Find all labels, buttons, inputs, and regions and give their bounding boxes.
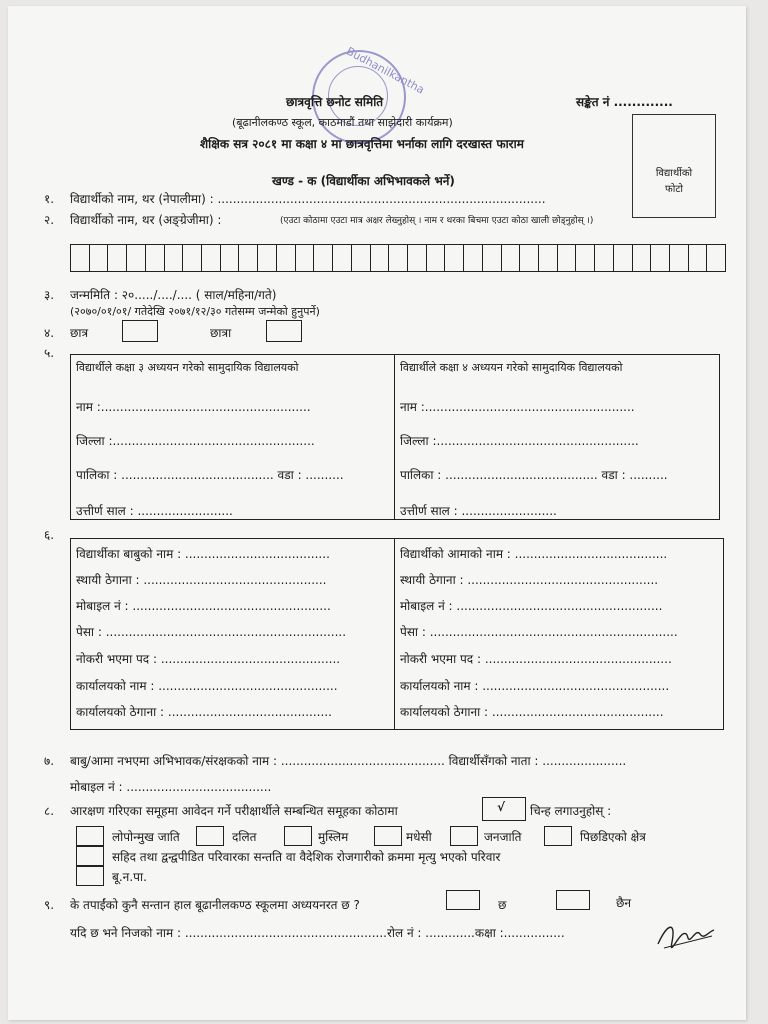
class3-district-field[interactable]: जिल्ला :..................................................... xyxy=(76,434,315,448)
q1-number: १. xyxy=(44,192,55,206)
guardian-name-field[interactable]: बाबु/आमा नभएमा अभिभावक/संरक्षकको नाम : ........................................... विद्यार्थीसँगको नाता : ...................... xyxy=(70,754,627,768)
girl-checkbox[interactable] xyxy=(266,320,302,342)
indigenous-checkbox[interactable] xyxy=(76,826,104,846)
dalit-checkbox[interactable] xyxy=(196,826,224,846)
tick-instruction: चिन्ह लगाउनुहोस् : xyxy=(530,804,612,818)
tick-sample-box xyxy=(482,797,526,821)
option-martyr-family: सहिद तथा द्वन्द्वपीडित परिवारका सन्तति वा वैदेशिक रोजगारीको क्रममा मृत्यु भएको परिवार xyxy=(112,850,501,864)
class4-school-name-field[interactable]: नाम :....................................................... xyxy=(400,400,635,414)
class4-school-heading: विद्यार्थीले कक्षा ४ अध्ययन गरेको सामुदायिक विद्यालयको xyxy=(400,361,623,374)
father-mobile-field[interactable]: मोबाइल नं : .................................................... xyxy=(76,599,331,613)
mother-post-field[interactable]: नोकरी भएमा पद : ................................................. xyxy=(400,652,672,666)
class4-municipality-field[interactable]: पालिका : ........................................ वडा : .......... xyxy=(400,468,668,482)
muslim-checkbox[interactable] xyxy=(284,826,312,846)
sibling-no-checkbox[interactable] xyxy=(556,890,590,910)
girl-label: छात्रा xyxy=(210,326,232,340)
photo-label-2: फोटो xyxy=(665,184,683,195)
class3-passed-year-field[interactable]: उत्तीर्ण साल : ......................... xyxy=(76,504,233,518)
father-office-address-field[interactable]: कार्यालयको ठेगाना : ........................................... xyxy=(76,705,332,719)
option-backward-area: पिछडिएको क्षेत्र xyxy=(580,830,646,844)
section-heading: खण्ड - क (विद्यार्थीका अभिभावकले भर्ने) xyxy=(272,174,455,188)
mother-office-address-field[interactable]: कार्यालयको ठेगाना : ............................................. xyxy=(400,705,664,719)
q5-number: ५. xyxy=(44,346,55,360)
father-name-field[interactable]: विद्यार्थीका बाबुको नाम : ...................................... xyxy=(76,547,330,561)
madhesi-checkbox[interactable] xyxy=(374,826,402,846)
photo-box[interactable] xyxy=(632,114,716,218)
dob-note: (२०७०/०१/०१/ गतेदेखि २०७१/१२/३० गतेसम्म जन्मेको हुनुपर्ने) xyxy=(70,305,320,318)
boy-checkbox[interactable] xyxy=(122,320,158,342)
signature-icon xyxy=(654,914,718,954)
q9-number: ९. xyxy=(44,898,55,912)
tick-mark: √ xyxy=(497,800,506,814)
father-post-field[interactable]: नोकरी भएमा पद : ............................................... xyxy=(76,652,341,666)
q2-label: विद्यार्थीको नाम, थर (अङ्ग्रेजीमा) : xyxy=(70,213,222,227)
option-janajati: जनजाति xyxy=(484,830,522,844)
option-bunapa: बू.न.पा. xyxy=(112,870,147,884)
father-occupation-field[interactable]: पेसा : ............................................................... xyxy=(76,625,347,639)
option-madhesi: मधेसी xyxy=(406,830,432,844)
mother-address-field[interactable]: स्थायी ठेगाना : .................................................. xyxy=(400,573,659,587)
option-dalit: दलित xyxy=(232,830,257,844)
class4-passed-year-field[interactable]: उत्तीर्ण साल : ......................... xyxy=(400,504,557,518)
committee-title: छात्रवृत्ति छनोट समिति xyxy=(286,95,384,109)
q2-note: (एउटा कोठामा एउटा मात्र अक्षर लेख्नुहोस् । नाम र थरका बिचमा एउटा कोठा खाली छोड्नुहोस् ।) xyxy=(280,216,594,226)
class4-district-field[interactable]: जिल्ला :..................................................... xyxy=(400,434,639,448)
q4-number: ४. xyxy=(44,326,55,340)
father-office-name-field[interactable]: कार्यालयको नाम : ............................................... xyxy=(76,679,338,693)
q8-number: ८. xyxy=(44,804,55,818)
class3-school-name-field[interactable]: नाम :....................................................... xyxy=(76,400,311,414)
mother-mobile-field[interactable]: मोबाइल नं : ...................................................... xyxy=(400,599,663,613)
dob-field[interactable]: जन्ममिति : २०...../..../.... ( साल/महिना/गते) xyxy=(70,288,277,302)
mother-office-name-field[interactable]: कार्यालयको नाम : ................................................. xyxy=(400,679,670,693)
sibling-no-label: छैन xyxy=(616,896,632,910)
boy-label: छात्र xyxy=(70,326,89,340)
backward-area-checkbox[interactable] xyxy=(544,826,572,846)
option-indigenous: लोपोन्मुख जाति xyxy=(112,830,180,844)
q3-number: ३. xyxy=(44,288,55,302)
sibling-yes-checkbox[interactable] xyxy=(446,890,480,910)
mother-occupation-field[interactable]: पेसा : ................................................................. xyxy=(400,625,678,639)
photo-label-1: विद्यार्थीको xyxy=(655,168,693,179)
program-subtitle: (बूढानीलकण्ठ स्कूल, काठमाडौं तथा साझेदारी कार्यक्रम) xyxy=(232,116,453,129)
code-number-field[interactable]: सङ्केत नं ............. xyxy=(576,95,673,109)
q1-nepali-name-field[interactable]: विद्यार्थीको नाम, थर (नेपालीमा) : ...................................................................................... xyxy=(70,192,546,206)
martyr-family-checkbox[interactable] xyxy=(76,846,104,866)
janajati-checkbox[interactable] xyxy=(450,826,478,846)
q7-number: ७. xyxy=(44,754,55,768)
class3-school-heading: विद्यार्थीले कक्षा ३ अध्ययन गरेको सामुदायिक विद्यालयको xyxy=(76,361,299,374)
seal-text: Budhanilkantha xyxy=(344,44,427,97)
mother-name-field[interactable]: विद्यार्थीको आमाको नाम : ........................................ xyxy=(400,547,668,561)
option-muslim: मुस्लिम xyxy=(318,830,349,844)
sibling-details-field[interactable]: यदि छ भने निजको नाम : .....................................................रोल नं : .............कक्षा :................ xyxy=(70,926,565,940)
father-address-field[interactable]: स्थायी ठेगाना : ................................................ xyxy=(76,573,327,587)
english-name-grid[interactable] xyxy=(70,244,726,272)
bunapa-checkbox[interactable] xyxy=(76,866,104,886)
sibling-yes-label: छ xyxy=(498,898,507,912)
q2-number: २. xyxy=(44,213,55,227)
q6-number: ६. xyxy=(44,528,55,542)
class3-municipality-field[interactable]: पालिका : ........................................ वडा : .......... xyxy=(76,468,344,482)
guardian-mobile-field[interactable]: मोबाइल नं : ...................................... xyxy=(70,780,272,794)
reservation-label: आरक्षण गरिएका समूहमा आवेदन गर्ने परीक्षार्थीले सम्बन्धित समूहका कोठामा xyxy=(70,804,398,818)
form-title: शैक्षिक सत्र २०८१ मा कक्षा ४ मा छात्रवृत्तिमा भर्नाका लागि दरखास्त फाराम xyxy=(200,137,524,151)
sibling-question: के तपाईंको कुनै सन्तान हाल बूढानीलकण्ठ स्कूलमा अध्ययनरत छ ? xyxy=(70,898,360,912)
